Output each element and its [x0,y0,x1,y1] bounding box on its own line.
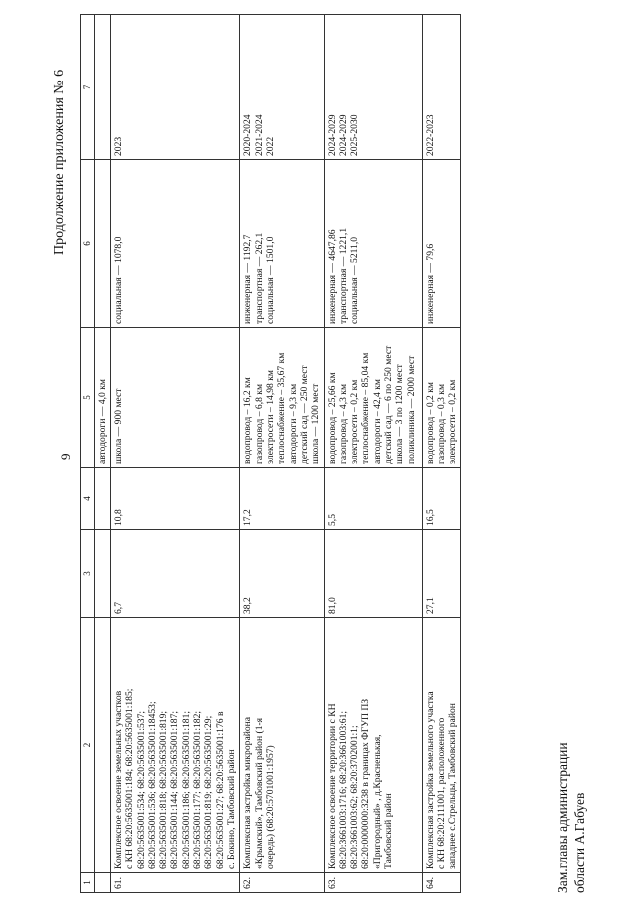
period-cell-line: 2024-2029 [337,114,349,156]
object-name-cell-line: 68:20:3661003:62; 68:20:3702001:1; [349,725,361,869]
period-cell-line: 2020-2024 [242,114,254,156]
row-number-cell: 64. [422,873,461,893]
object-name-cell-line: с КН 68:20:2111001, расположенного [435,717,447,869]
period-cell-line: 2022 [264,136,276,156]
period-cell [240,15,324,160]
continuation-cell: автодороги — 4,0 км [94,328,110,468]
signature-name: области А.Габуев [571,792,587,893]
period-cell [110,15,239,160]
infrastructure-cell-line: электросети – 14,98 км [264,370,276,464]
object-name-cell-line: 68:20:5635001:818; 68:20:5635001:819; [158,710,170,869]
infrastructure-cell-line: школа — 1200 мест [310,383,322,464]
period-cell-line: 2023 [112,136,124,156]
column-header: 1 [81,873,95,893]
column-header: 6 [81,160,95,328]
object-name-cell-line: Комплексное освоение земельных участков [112,690,124,869]
object-name-cell-line: 68:20:5635001:186; 68:20:5635001:181; [180,710,192,869]
infrastructure-cell [422,328,461,468]
investment-cell-line: инженерная — 4647,86 [326,229,338,324]
appendix-caption: Продолжение приложения № 6 [52,69,67,255]
object-name-cell [422,618,461,873]
investment-cell-line: социальная — 5211,0 [349,236,361,324]
object-name-cell-line: 68:20:5635001:27; 68:20:5635001:176 в [214,711,226,869]
continuation-row [94,15,110,893]
object-name-cell-line: с КН 68:20:5635001:184; 68:20:5635001:185; [124,688,136,869]
object-name-cell-line: 68:20:0000000:3238 в границах ФГУП ПЗ [360,698,372,869]
infrastructure-cell-line: водопровод – 25,66 км [326,372,338,464]
object-name-cell-line: «Пригородный» , д.Красненькая, [371,734,383,869]
infrastructure-cell-line: детский сад — 6 по 250 мест [383,345,395,464]
investment-cell-line: транспортная — 262,1 [253,232,265,324]
row-number-cell: 62. [240,873,324,893]
investment-cell [422,160,461,328]
infrastructure-cell-line: электросети – 0,2 км [349,379,361,464]
object-name-cell-line: с. Бокино, Тамбовский район [226,749,238,869]
signature-block [555,742,589,893]
investment-cell-line: инженерная — 79,6 [424,243,436,324]
period-cell [422,15,461,160]
table-row [324,15,422,893]
object-name-cell-line: Комплексное освоение территории с КН [326,703,338,869]
infrastructure-cell [110,328,239,468]
object-name-cell-line: 68:20:5635001:144; 68:20:5635001:187; [169,710,181,869]
infrastructure-cell-line: газопровод – 4,3 км [337,383,349,464]
infrastructure-cell-line: газопровод – 6,8 км [253,383,265,464]
object-name-cell-line: Комплексная застройка микрорайона [242,716,254,869]
projects-table [80,14,461,893]
object-name-cell [324,618,422,873]
row-number-cell: 61. [110,873,239,893]
area-cell: 27,1 [422,530,461,618]
object-name-cell-line: 68:20:5635001:177; 68:20:5635001:182; [192,710,204,869]
cost-cell: 10,8 [110,468,239,530]
period-cell-line: 2025-2030 [349,114,361,156]
column-header: 7 [81,15,95,160]
investment-cell-line: инженерная — 1192,7 [242,234,254,324]
infrastructure-cell-line: детский сад — 250 мест [298,365,310,464]
area-cell: 6,7 [110,530,239,618]
object-name-cell-line: 68:20:5635001:536; 68:20:5635001:18453; [146,701,158,869]
infrastructure-cell-line: поликлиника — 2000 мест [405,355,417,464]
infrastructure-cell-line: школа — 3 по 1200 мест [394,364,406,464]
cost-cell: 5,5 [324,468,422,530]
area-cell: 38,2 [240,530,324,618]
infrastructure-cell-line: теплоснабжение – 35,67 км [276,352,288,464]
column-header: 2 [81,618,95,873]
table-row [240,15,324,893]
cost-cell: 16,5 [422,468,461,530]
object-name-cell-line: Тамбовский район [383,793,395,869]
cost-cell: 17,2 [240,468,324,530]
object-name-cell-line: «Крымский», Тамбовский район (1-я [253,717,265,869]
investment-cell-line: социальная — 1501,0 [264,236,276,324]
table-row [110,15,239,893]
infrastructure-cell-line: школа — 900 мест [112,388,124,464]
object-name-cell-line: Комплексная застройка земельного участка [424,691,436,869]
infrastructure-cell-line: автодороги – 42,4 км [371,379,383,464]
investment-cell-line: транспортная — 1221,1 [337,227,349,324]
infrastructure-cell-line: водопровод – 16,2 км [242,377,254,464]
page-number: 9 [58,453,73,460]
investment-cell [110,160,239,328]
column-number-row [81,15,95,893]
investment-cell [324,160,422,328]
object-name-cell [110,618,239,873]
object-name-cell-line: западнее с.Стрельцы, Тамбовский район [447,703,459,869]
infrastructure-cell-line: электросети – 0,2 км [447,379,459,464]
column-header: 5 [81,328,95,468]
infrastructure-cell-line: газопровод – 0,3 км [435,383,447,464]
object-name-cell-line: 68:20:5635001:534; 68:20:5635001:537; [135,710,147,869]
row-number-cell: 63. [324,873,422,893]
period-cell-line: 2024-2029 [326,114,338,156]
column-header: 3 [81,530,95,618]
object-name-cell-line: 68:20:3661003:1716; 68:20:3661003:61; [337,710,349,869]
infrastructure-cell [240,328,324,468]
investment-cell [240,160,324,328]
infrastructure-cell-line: автодороги – 9,3 км [287,383,299,464]
period-cell [324,15,422,160]
table-row [422,15,461,893]
object-name-cell [240,618,324,873]
infrastructure-cell-line: теплоснабжение – 85,04 км [360,352,372,464]
infrastructure-cell [324,328,422,468]
column-header: 4 [81,468,95,530]
object-name-cell-line: очередь) (68:20:5701001:1957) [264,745,276,869]
investment-cell-line: социальная — 1078,0 [112,236,124,324]
infrastructure-cell-line: водопровод – 0,2 км [424,382,436,464]
object-name-cell-line: 68:20:5635001:819; 68:20:5635001:29; [203,715,215,869]
period-cell-line: 2021-2024 [253,114,265,156]
signature-title: Зам.главы администрации [555,742,570,893]
period-cell-line: 2022-2023 [424,114,436,156]
area-cell: 81,0 [324,530,422,618]
